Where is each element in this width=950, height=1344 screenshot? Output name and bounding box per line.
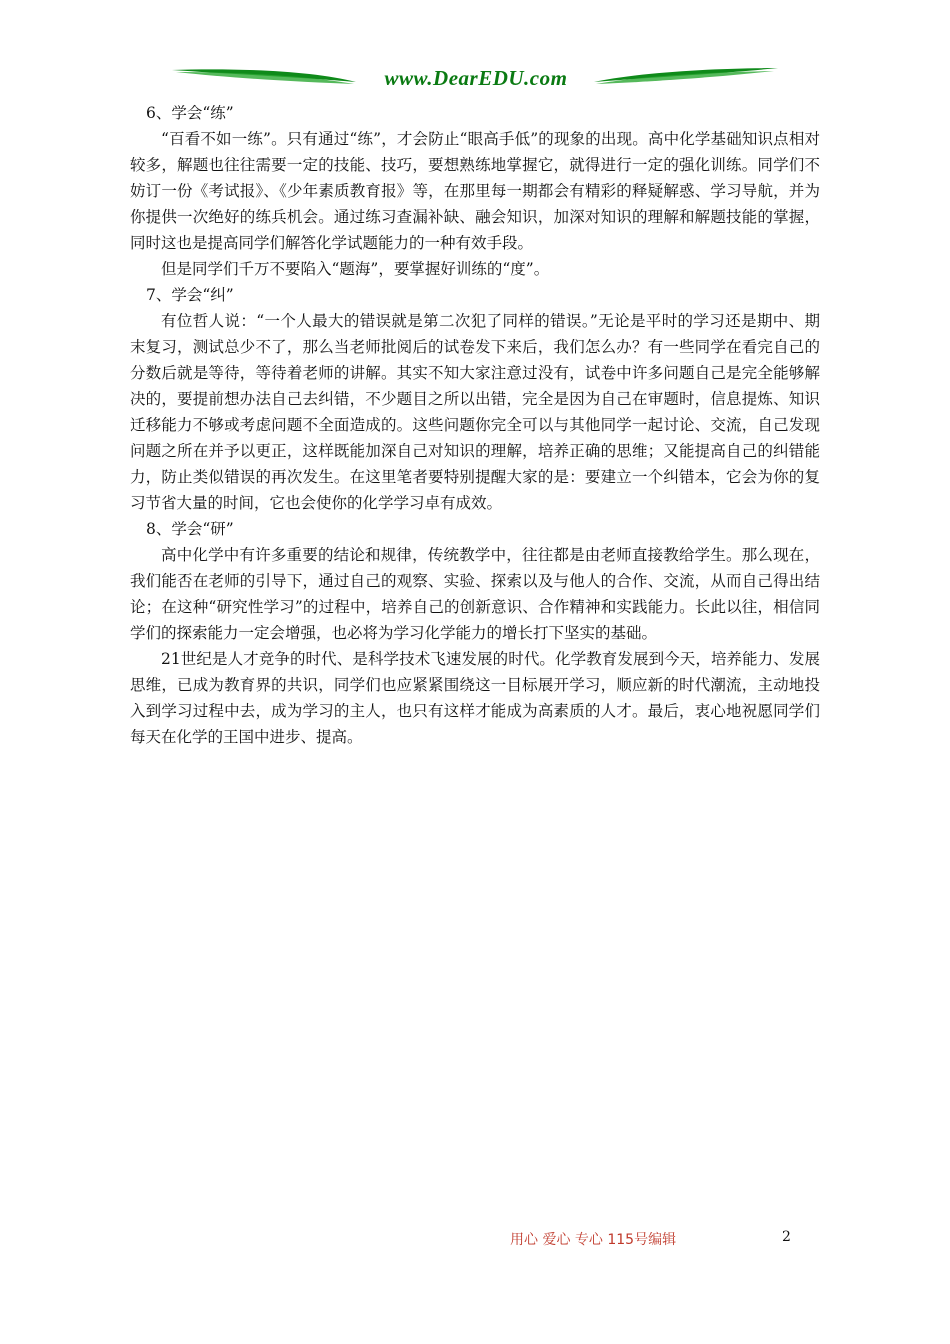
paragraph: 高中化学中有许多重要的结论和规律，传统教学中，往往都是由老师直接教给学生。那么现在，我们能否在老师的引导下，通过自己的观察、实验、探索以及与他人的合作、交流，从而自己得出结论；在这种“研究性学习”的过程中，培养自己的创新意识、合作精神和实践能力。长此以往，相信同学们的探索能力一定会增强，也必将为学习化学能力的增长打下坚实的基础。	[130, 546, 820, 642]
site-logo: www.DearEDU.com	[384, 66, 568, 90]
section-heading: 6、学会“练”	[146, 104, 234, 122]
paragraph: 有位哲人说：“一个人最大的错误就是第二次犯了同样的错误。”无论是平时的学习还是期中、期末复习，测试总少不了，那么当老师批阅后的试卷发下来后，我们怎么办？有一些同学在看完自己的分数后就是等待，等待着老师的讲解。其实不知大家注意过没有，试卷中许多问题自己是完全能够解决的，要提前想办法自己去纠错，不少题目之所以出错，完全是因为自己在审题时，信息提炼、知识迁移能力不够或考虑问题不全面造成的。这些问题你完全可以与其他同学一起讨论、交流，自己发现问题之所在并予以更正，这样既能加深自己对知识的理解，培养正确的思维；又能提高自己的纠错能力，防止类似错误的再次发生。在这里笔者要特别提醒大家的是：要建立一个纠错本，它会为你的复习节省大量的时间，它也会使你的化学学习卓有成效。	[130, 312, 820, 512]
paragraph: “百看不如一练”。只有通过“练”，才会防止“眼高手低”的现象的出现。高中化学基础知识点相对较多，解题也往往需要一定的技能、技巧，要想熟练地掌握它，就得进行一定的强化训练。同学们不妨订一份《考试报》、《少年素质教育报》等，在那里每一期都会有精彩的释疑解惑、学习导航，并为你提供一次绝好的练兵机会。通过练习查漏补缺、融会知识，加深对知识的理解和解题技能的掌握，同时这也是提高同学们解答化学试题能力的一种有效手段。	[130, 130, 820, 252]
page-header	[170, 62, 780, 96]
article-body	[130, 100, 820, 750]
paragraph: 21世纪是人才竞争的时代、是科学技术飞速发展的时代。化学教育发展到今天，培养能力、发展思维，已成为教育界的共识，同学们也应紧紧围绕这一目标展开学习，顺应新的时代潮流，主动地投入到学习过程中去，成为学习的主人，也只有这样才能成为高素质的人才。最后，衷心地祝愿同学们每天在化学的王国中进步、提高。	[130, 650, 820, 746]
paragraph: 但是同学们千万不要陷入“题海”，要掌握好训练的“度”。	[161, 260, 550, 278]
footer-credit: 用心 爱心 专心 115号编辑	[510, 1232, 677, 1248]
page-number: 2	[782, 1229, 791, 1245]
section-heading: 7、学会“纠”	[146, 286, 234, 304]
section-heading: 8、学会“研”	[146, 520, 234, 538]
